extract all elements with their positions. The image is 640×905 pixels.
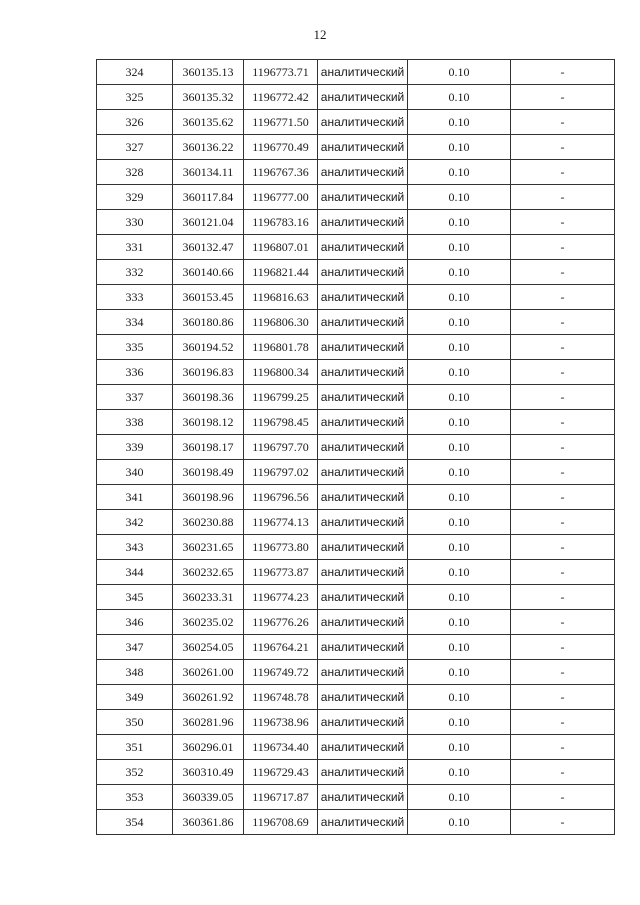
x-coordinate-cell: 360135.13: [173, 60, 244, 85]
point-number-cell: 347: [97, 635, 173, 660]
point-number-cell: 328: [97, 160, 173, 185]
x-coordinate-cell: 360233.31: [173, 585, 244, 610]
method-cell: аналитический: [318, 785, 408, 810]
method-cell: аналитический: [318, 335, 408, 360]
table-row: [97, 735, 615, 760]
point-number-cell: 332: [97, 260, 173, 285]
method-cell: аналитический: [318, 560, 408, 585]
note-cell: -: [511, 110, 615, 135]
note-cell: -: [511, 735, 615, 760]
y-coordinate-cell: 1196776.26: [244, 610, 318, 635]
accuracy-cell: 0.10: [408, 210, 511, 235]
point-number-cell: 342: [97, 510, 173, 535]
table-row: [97, 410, 615, 435]
y-coordinate-cell: 1196807.01: [244, 235, 318, 260]
y-coordinate-cell: 1196738.96: [244, 710, 318, 735]
method-cell: аналитический: [318, 210, 408, 235]
accuracy-cell: 0.10: [408, 535, 511, 560]
method-cell: аналитический: [318, 585, 408, 610]
x-coordinate-cell: 360180.86: [173, 310, 244, 335]
note-cell: -: [511, 660, 615, 685]
method-cell: аналитический: [318, 310, 408, 335]
note-cell: -: [511, 260, 615, 285]
table-row: [97, 210, 615, 235]
x-coordinate-cell: 360198.36: [173, 385, 244, 410]
accuracy-cell: 0.10: [408, 310, 511, 335]
note-cell: -: [511, 760, 615, 785]
point-number-cell: 325: [97, 85, 173, 110]
y-coordinate-cell: 1196798.45: [244, 410, 318, 435]
table-row: [97, 810, 615, 835]
x-coordinate-cell: 360281.96: [173, 710, 244, 735]
note-cell: -: [511, 460, 615, 485]
y-coordinate-cell: 1196734.40: [244, 735, 318, 760]
note-cell: -: [511, 360, 615, 385]
x-coordinate-cell: 360194.52: [173, 335, 244, 360]
y-coordinate-cell: 1196773.87: [244, 560, 318, 585]
point-number-cell: 345: [97, 585, 173, 610]
note-cell: -: [511, 710, 615, 735]
point-number-cell: 351: [97, 735, 173, 760]
note-cell: -: [511, 285, 615, 310]
point-number-cell: 331: [97, 235, 173, 260]
table-row: [97, 785, 615, 810]
point-number-cell: 354: [97, 810, 173, 835]
note-cell: -: [511, 435, 615, 460]
y-coordinate-cell: 1196777.00: [244, 185, 318, 210]
accuracy-cell: 0.10: [408, 285, 511, 310]
accuracy-cell: 0.10: [408, 60, 511, 85]
point-number-cell: 341: [97, 485, 173, 510]
point-number-cell: 343: [97, 535, 173, 560]
x-coordinate-cell: 360153.45: [173, 285, 244, 310]
note-cell: -: [511, 185, 615, 210]
method-cell: аналитический: [318, 85, 408, 110]
method-cell: аналитический: [318, 710, 408, 735]
accuracy-cell: 0.10: [408, 235, 511, 260]
point-number-cell: 327: [97, 135, 173, 160]
table-row: [97, 160, 615, 185]
note-cell: -: [511, 560, 615, 585]
accuracy-cell: 0.10: [408, 110, 511, 135]
x-coordinate-cell: 360232.65: [173, 560, 244, 585]
note-cell: -: [511, 510, 615, 535]
method-cell: аналитический: [318, 760, 408, 785]
y-coordinate-cell: 1196799.25: [244, 385, 318, 410]
accuracy-cell: 0.10: [408, 810, 511, 835]
y-coordinate-cell: 1196772.42: [244, 85, 318, 110]
y-coordinate-cell: 1196749.72: [244, 660, 318, 685]
note-cell: -: [511, 610, 615, 635]
y-coordinate-cell: 1196797.70: [244, 435, 318, 460]
x-coordinate-cell: 360361.86: [173, 810, 244, 835]
coordinates-table-body: [97, 60, 615, 835]
method-cell: аналитический: [318, 460, 408, 485]
accuracy-cell: 0.10: [408, 760, 511, 785]
note-cell: -: [511, 160, 615, 185]
table-row: [97, 760, 615, 785]
method-cell: аналитический: [318, 185, 408, 210]
x-coordinate-cell: 360135.62: [173, 110, 244, 135]
note-cell: -: [511, 135, 615, 160]
method-cell: аналитический: [318, 160, 408, 185]
x-coordinate-cell: 360261.00: [173, 660, 244, 685]
note-cell: -: [511, 335, 615, 360]
x-coordinate-cell: 360117.84: [173, 185, 244, 210]
method-cell: аналитический: [318, 535, 408, 560]
y-coordinate-cell: 1196806.30: [244, 310, 318, 335]
y-coordinate-cell: 1196783.16: [244, 210, 318, 235]
method-cell: аналитический: [318, 385, 408, 410]
point-number-cell: 324: [97, 60, 173, 85]
table-row: [97, 310, 615, 335]
table-row: [97, 60, 615, 85]
method-cell: аналитический: [318, 735, 408, 760]
table-row: [97, 235, 615, 260]
x-coordinate-cell: 360132.47: [173, 235, 244, 260]
method-cell: аналитический: [318, 135, 408, 160]
method-cell: аналитический: [318, 510, 408, 535]
accuracy-cell: 0.10: [408, 85, 511, 110]
point-number-cell: 337: [97, 385, 173, 410]
accuracy-cell: 0.10: [408, 485, 511, 510]
table-row: [97, 485, 615, 510]
y-coordinate-cell: 1196773.80: [244, 535, 318, 560]
table-row: [97, 610, 615, 635]
table-row: [97, 685, 615, 710]
method-cell: аналитический: [318, 635, 408, 660]
table-row: [97, 560, 615, 585]
table-row: [97, 285, 615, 310]
coordinates-table: [96, 59, 615, 835]
table-row: [97, 335, 615, 360]
accuracy-cell: 0.10: [408, 385, 511, 410]
y-coordinate-cell: 1196717.87: [244, 785, 318, 810]
accuracy-cell: 0.10: [408, 585, 511, 610]
x-coordinate-cell: 360198.12: [173, 410, 244, 435]
table-row: [97, 660, 615, 685]
y-coordinate-cell: 1196767.36: [244, 160, 318, 185]
method-cell: аналитический: [318, 235, 408, 260]
x-coordinate-cell: 360140.66: [173, 260, 244, 285]
x-coordinate-cell: 360296.01: [173, 735, 244, 760]
accuracy-cell: 0.10: [408, 685, 511, 710]
x-coordinate-cell: 360198.96: [173, 485, 244, 510]
accuracy-cell: 0.10: [408, 785, 511, 810]
note-cell: -: [511, 235, 615, 260]
y-coordinate-cell: 1196773.71: [244, 60, 318, 85]
method-cell: аналитический: [318, 685, 408, 710]
x-coordinate-cell: 360231.65: [173, 535, 244, 560]
table-row: [97, 135, 615, 160]
note-cell: -: [511, 410, 615, 435]
accuracy-cell: 0.10: [408, 610, 511, 635]
point-number-cell: 352: [97, 760, 173, 785]
table-row: [97, 185, 615, 210]
note-cell: -: [511, 635, 615, 660]
y-coordinate-cell: 1196774.13: [244, 510, 318, 535]
y-coordinate-cell: 1196800.34: [244, 360, 318, 385]
table-row: [97, 635, 615, 660]
accuracy-cell: 0.10: [408, 135, 511, 160]
y-coordinate-cell: 1196708.69: [244, 810, 318, 835]
table-row: [97, 585, 615, 610]
x-coordinate-cell: 360196.83: [173, 360, 244, 385]
point-number-cell: 339: [97, 435, 173, 460]
accuracy-cell: 0.10: [408, 735, 511, 760]
accuracy-cell: 0.10: [408, 435, 511, 460]
accuracy-cell: 0.10: [408, 360, 511, 385]
y-coordinate-cell: 1196816.63: [244, 285, 318, 310]
x-coordinate-cell: 360339.05: [173, 785, 244, 810]
x-coordinate-cell: 360235.02: [173, 610, 244, 635]
point-number-cell: 326: [97, 110, 173, 135]
point-number-cell: 330: [97, 210, 173, 235]
x-coordinate-cell: 360230.88: [173, 510, 244, 535]
note-cell: -: [511, 785, 615, 810]
x-coordinate-cell: 360310.49: [173, 760, 244, 785]
table-row: [97, 85, 615, 110]
point-number-cell: 335: [97, 335, 173, 360]
accuracy-cell: 0.10: [408, 510, 511, 535]
point-number-cell: 349: [97, 685, 173, 710]
point-number-cell: 348: [97, 660, 173, 685]
point-number-cell: 329: [97, 185, 173, 210]
table-row: [97, 260, 615, 285]
method-cell: аналитический: [318, 610, 408, 635]
y-coordinate-cell: 1196796.56: [244, 485, 318, 510]
accuracy-cell: 0.10: [408, 185, 511, 210]
point-number-cell: 346: [97, 610, 173, 635]
method-cell: аналитический: [318, 260, 408, 285]
x-coordinate-cell: 360136.22: [173, 135, 244, 160]
point-number-cell: 353: [97, 785, 173, 810]
point-number-cell: 340: [97, 460, 173, 485]
method-cell: аналитический: [318, 360, 408, 385]
note-cell: -: [511, 210, 615, 235]
table-row: [97, 385, 615, 410]
y-coordinate-cell: 1196797.02: [244, 460, 318, 485]
table-row: [97, 535, 615, 560]
note-cell: -: [511, 485, 615, 510]
method-cell: аналитический: [318, 60, 408, 85]
y-coordinate-cell: 1196729.43: [244, 760, 318, 785]
note-cell: -: [511, 385, 615, 410]
accuracy-cell: 0.10: [408, 460, 511, 485]
accuracy-cell: 0.10: [408, 410, 511, 435]
table-row: [97, 460, 615, 485]
table-row: [97, 510, 615, 535]
accuracy-cell: 0.10: [408, 560, 511, 585]
note-cell: -: [511, 810, 615, 835]
note-cell: -: [511, 310, 615, 335]
table-row: [97, 710, 615, 735]
y-coordinate-cell: 1196801.78: [244, 335, 318, 360]
accuracy-cell: 0.10: [408, 635, 511, 660]
method-cell: аналитический: [318, 110, 408, 135]
method-cell: аналитический: [318, 485, 408, 510]
table-row: [97, 110, 615, 135]
y-coordinate-cell: 1196764.21: [244, 635, 318, 660]
x-coordinate-cell: 360261.92: [173, 685, 244, 710]
accuracy-cell: 0.10: [408, 710, 511, 735]
point-number-cell: 344: [97, 560, 173, 585]
y-coordinate-cell: 1196774.23: [244, 585, 318, 610]
method-cell: аналитический: [318, 435, 408, 460]
y-coordinate-cell: 1196770.49: [244, 135, 318, 160]
table-row: [97, 435, 615, 460]
y-coordinate-cell: 1196748.78: [244, 685, 318, 710]
page-number: 12: [313, 27, 327, 42]
point-number-cell: 333: [97, 285, 173, 310]
accuracy-cell: 0.10: [408, 335, 511, 360]
y-coordinate-cell: 1196771.50: [244, 110, 318, 135]
point-number-cell: 336: [97, 360, 173, 385]
note-cell: -: [511, 60, 615, 85]
method-cell: аналитический: [318, 285, 408, 310]
x-coordinate-cell: 360198.17: [173, 435, 244, 460]
table-row: [97, 360, 615, 385]
accuracy-cell: 0.10: [408, 260, 511, 285]
point-number-cell: 350: [97, 710, 173, 735]
x-coordinate-cell: 360198.49: [173, 460, 244, 485]
method-cell: аналитический: [318, 810, 408, 835]
note-cell: -: [511, 585, 615, 610]
method-cell: аналитический: [318, 660, 408, 685]
method-cell: аналитический: [318, 410, 408, 435]
note-cell: -: [511, 685, 615, 710]
x-coordinate-cell: 360254.05: [173, 635, 244, 660]
accuracy-cell: 0.10: [408, 660, 511, 685]
x-coordinate-cell: 360134.11: [173, 160, 244, 185]
note-cell: -: [511, 535, 615, 560]
x-coordinate-cell: 360121.04: [173, 210, 244, 235]
point-number-cell: 334: [97, 310, 173, 335]
point-number-cell: 338: [97, 410, 173, 435]
note-cell: -: [511, 85, 615, 110]
x-coordinate-cell: 360135.32: [173, 85, 244, 110]
y-coordinate-cell: 1196821.44: [244, 260, 318, 285]
accuracy-cell: 0.10: [408, 160, 511, 185]
